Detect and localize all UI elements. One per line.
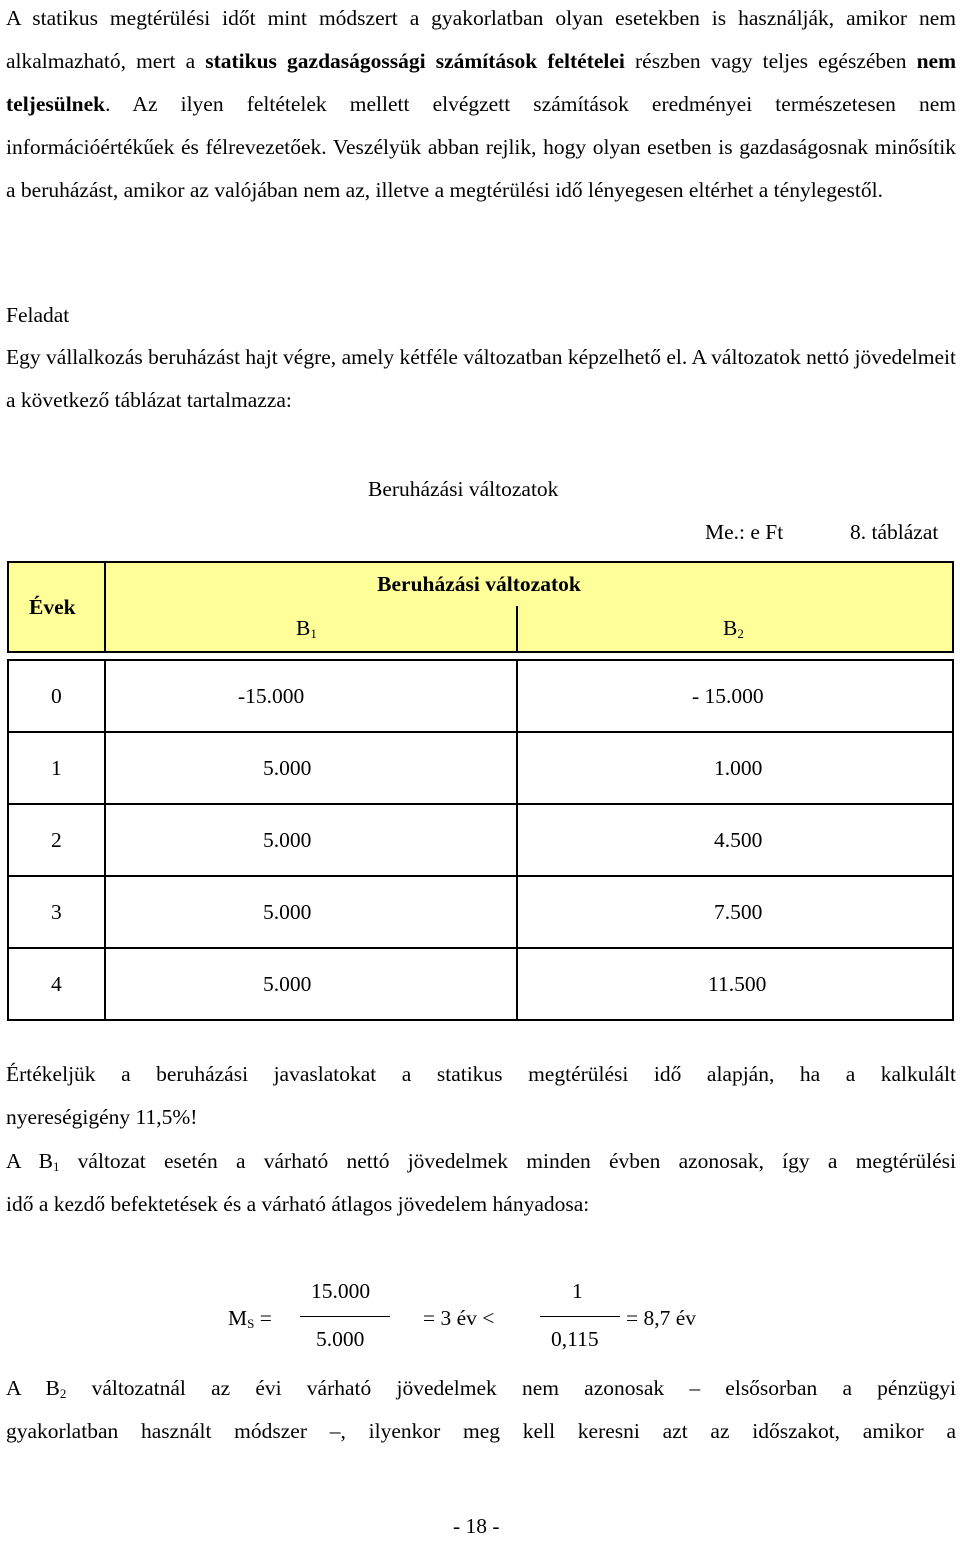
table-row — [8, 804, 953, 876]
formula-lhs: $M_S$ = — [228, 1306, 272, 1331]
formula-denominator-1: 5.000 — [316, 1327, 365, 1351]
cell-year: 1 — [8, 732, 105, 804]
b2-line-1: A $B_2$ változatnál az évi várható jövedelmek nem azonosak – elsősorban a pénzügyi — [6, 1376, 956, 1401]
table-number: 8. táblázat — [850, 520, 939, 544]
table-header-row — [8, 562, 953, 606]
task-heading: Feladat — [6, 303, 70, 327]
cell-b2: 11.500 — [517, 948, 953, 1020]
cell-year: 0 — [8, 660, 105, 732]
formula-middle: = 3 év < — [423, 1306, 495, 1330]
table-unit: Me.: e Ft — [705, 520, 784, 544]
cell-b1: 5.000 — [105, 876, 517, 948]
intro-text-1: A statikus megtérülési időt mint módszert a gyakorlatban olyan esetekben is használják, amikor nem alkalmazható, mert a — [6, 6, 956, 73]
b2-line-2: gyakorlatban használt módszer –, ilyenkor meg kell keresni azt az időszakot, amikor a — [6, 1419, 956, 1443]
intro-paragraph — [6, 0, 956, 212]
fraction-bar-2 — [540, 1316, 620, 1317]
formula-numerator-1: 15.000 — [311, 1279, 371, 1303]
header-variants: Beruházási változatok — [105, 562, 953, 606]
investment-table — [7, 561, 954, 1021]
formula-denominator-2: 0,115 — [551, 1327, 599, 1351]
cell-year: 2 — [8, 804, 105, 876]
cell-year: 4 — [8, 948, 105, 1020]
cell-b2: 4.500 — [517, 804, 953, 876]
evaluation-line-1: Értékeljük a beruházási javaslatokat a statikus megtérülési idő alapján, ha a kalkulált — [6, 1062, 956, 1086]
task-paragraph: Egy vállalkozás beruházást hajt végre, amely kétféle változatban képzelhető el. A változatok nettó jövedelmeit a következő táblázat tartalmazza: — [6, 345, 956, 412]
page-number: - 18 - — [453, 1514, 500, 1538]
cell-year: 3 — [8, 876, 105, 948]
table-subheader-row — [8, 606, 953, 652]
header-years: Évek — [8, 562, 105, 652]
evaluation-line-4: idő a kezdő befektetések és a várható átlagos jövedelem hányadosa: — [6, 1192, 590, 1216]
table-row — [8, 876, 953, 948]
evaluation-line-3: A $B_1$ változat esetén a várható nettó jövedelmek minden évben azonosak, így a megtérülési — [6, 1149, 956, 1174]
header-b1: $B_1$ — [105, 606, 517, 652]
header-b2: $B_2$ — [517, 606, 953, 652]
intro-text-2: részben vagy teljes egészében — [624, 49, 917, 73]
cell-b1: 5.000 — [105, 732, 517, 804]
cell-b1: 5.000 — [105, 948, 517, 1020]
table-row — [8, 660, 953, 732]
intro-bold-1: statikus gazdaságossági számítások feltételei — [205, 49, 625, 73]
cell-b1: -15.000 — [105, 660, 517, 732]
table-gap — [8, 652, 953, 660]
intro-text-3: . Az ilyen feltételek mellett elvégzett számítások eredményei természetesen nem információértékűek és félrevezetőek. Veszélyük abban rejlik, hogy olyan esetben is gazdaságosnak minősítik a beruházást, amikor az valójában nem az, illetve a megtérülési idő lényegesen eltérhet a ténylegestől. — [6, 92, 956, 202]
cell-b2: 1.000 — [517, 732, 953, 804]
fraction-bar-1 — [300, 1316, 390, 1317]
formula-result: = 8,7 év — [626, 1306, 697, 1330]
cell-b2: - 15.000 — [517, 660, 953, 732]
table-row — [8, 948, 953, 1020]
cell-b2: 7.500 — [517, 876, 953, 948]
intro-bold-2: nem teljesülnek — [6, 49, 956, 116]
table-row — [8, 732, 953, 804]
formula-numerator-2: 1 — [572, 1279, 583, 1303]
table-caption: Beruházási változatok — [368, 477, 559, 501]
evaluation-line-2: nyereségigény 11,5%! — [6, 1105, 198, 1129]
cell-b1: 5.000 — [105, 804, 517, 876]
